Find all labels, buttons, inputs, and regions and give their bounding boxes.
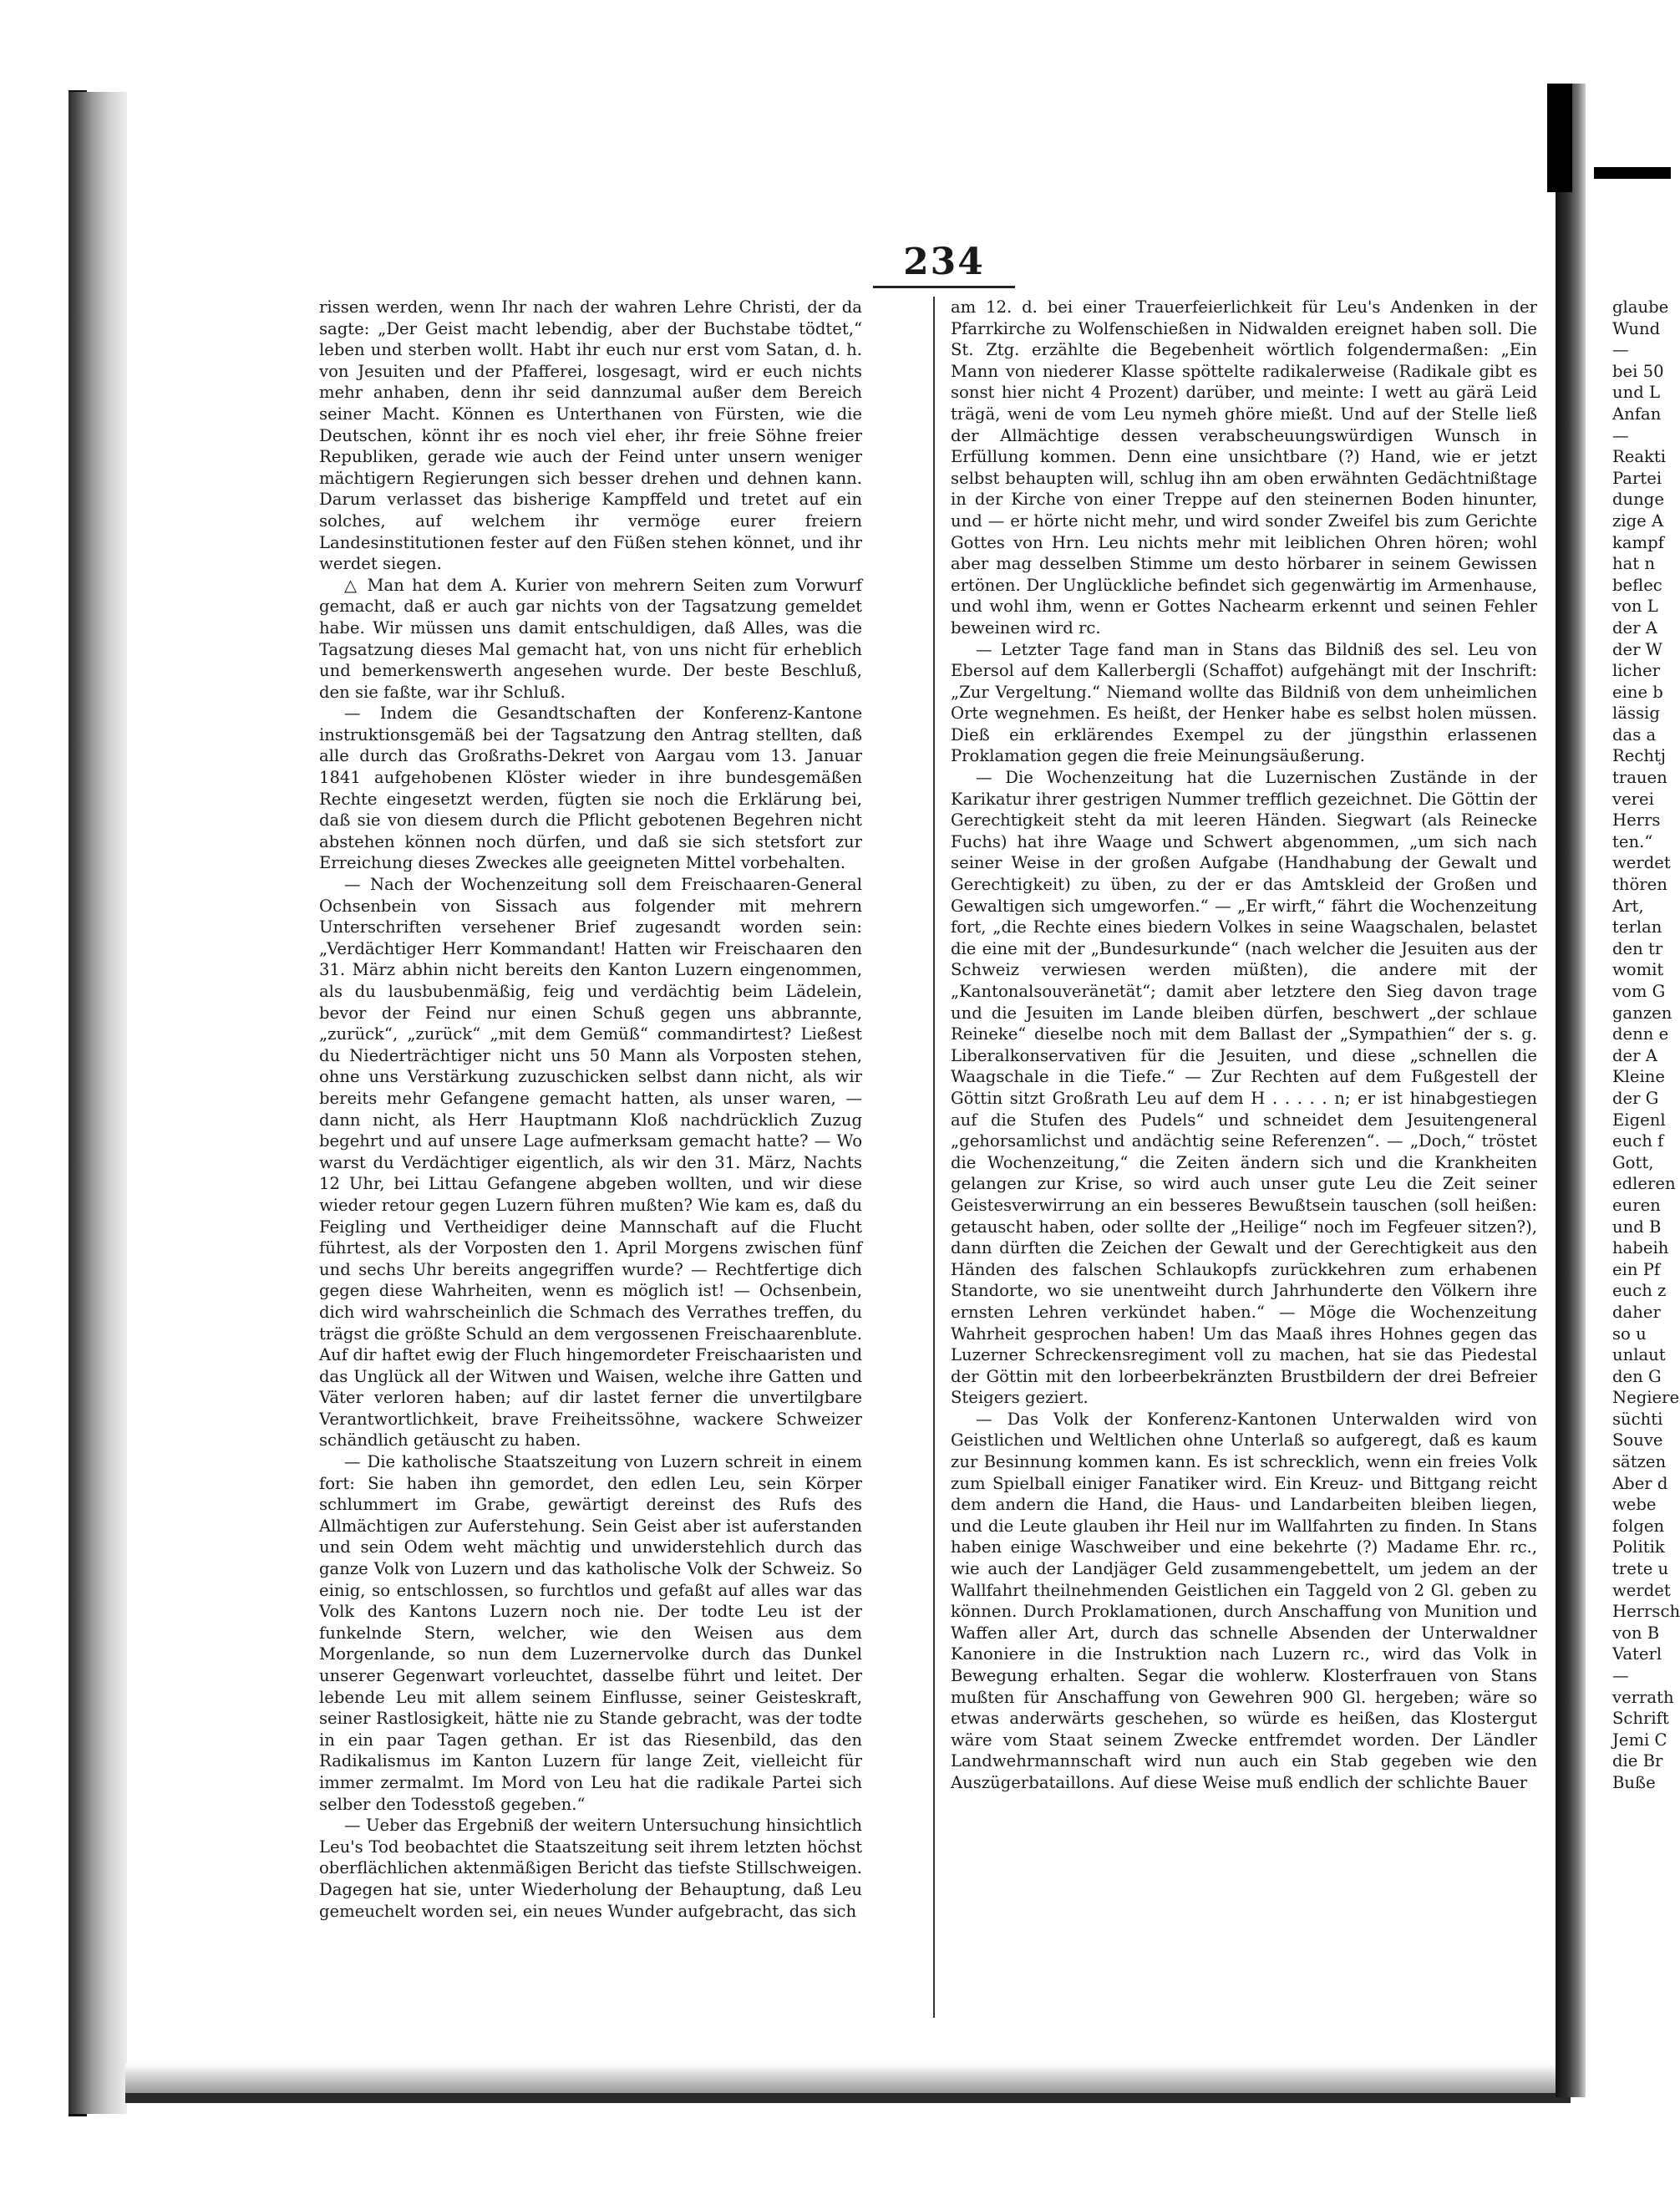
- page-number-rule: [873, 286, 1015, 288]
- next-page-line: Schrift: [1612, 1709, 1669, 1729]
- next-page-line: die Br: [1612, 1751, 1663, 1771]
- next-page-line: der G: [1612, 1088, 1659, 1108]
- next-page-line: Art,: [1612, 896, 1644, 916]
- paragraph: — Die Wochenzeitung hat die Luzernischen Zustände in der Karikatur ihrer gestrigen Nummer trefflich gezeichnet. Die Göttin der Gerechtigkeit steht da mit leeren Händen. Siegwart (als Reinecke Fuchs) hat ihre Waage und Schwert abgenommen, „um sich nach seiner Weise in der großen Aufgabe (Handhabung der Gewalt und Gerechtigkeit) zu üben, zu der er das Amtskleid der Großen und Gewaltigen sich umgeworfen.“ — „Er wirft,“ fährt die Wochenzeitung fort, „die Rechte eines biedern Volkes in seine Waagschalen, belastet die eine mit der „Bundesurkunde“ (nach welcher die Jesuiten aus der Schweiz verwiesen werden müßten), die andere mit der „Kantonalsouveränetät“; damit aber letztere den Sieg davon trage und die Jesuiten im Lande bleiben dürfen, beschwert „der schlaue Reineke“ dieselbe noch mit dem Ballast der „Sympathien“ der s. g. Liberalkonservativen für die Jesuiten, und diese „schnellen die Waagschale in die Tiefe.“ — Zur Rechten auf dem Fußgestell der Göttin sitzt Großrath Leu auf dem H . . . . . n; er ist hinabgestiegen auf die Stufen des Pudels“ und schneidet dem Jesuitengeneral „gehorsamlichst und andächtig seine Referenzen“. — „Doch,“ tröstet die Wochenzeitung,“ die Zeiten ändern sich und die Krankheiten gelangen zur Krise, so wird auch unser gute Leu die Zeit seiner Geistesverwirrung an ein besseres Bewußtsein tauschen (soll heißen: getauscht haben, oder sollte der „Heilige“ noch im Fegfeuer sitzen?), dann dürften die Zeichen der Gewalt und der Gerechtigkeit aus den Händen des falschen Schlaukopfs zurückkehren zum erhabenen Standorte, wo sie unentweiht durch Jahrhunderte den Völkern ihre ernsten Lehren verkündet haben.“ — Möge die Wochenzeitung Wahrheit gesprochen haben! Um das Maaß ihres Hohnes gegen das Luzerner Schreckensregiment voll zu machen, hat sie das Piedestal der Göttin mit den lorbeerbekränzten Brustbildern der drei Befreier Steigers geziert.: [951, 768, 1537, 1408]
- next-page-line: euch f: [1612, 1131, 1664, 1151]
- next-page-line: so u: [1612, 1323, 1647, 1344]
- next-page-line: zige A: [1612, 511, 1664, 531]
- next-page-line: Gott,: [1612, 1152, 1654, 1172]
- next-page-line: Vaterl: [1612, 1644, 1662, 1664]
- next-page-line: habeih: [1612, 1238, 1669, 1258]
- paragraph: am 12. d. bei einer Trauerfeierlichkeit für Leu's Andenken in der Pfarrkirche zu Wolfenschießen in Nidwalden ereignet haben soll. Die St. Ztg. erzählte die Begebenheit wörtlich folgendermaßen: „Ein Mann von niederer Klasse spöttelte radikalerweise (Radikale gibt es sonst hier nicht 4 Prozent) darüber, und meinte: I wett au gärä Leid trägä, weni de vom Leu nymeh ghöre mießt. Und auf der Stelle ließ der Allmächtige dessen verabscheuungswürdigen Wunsch in Erfüllung kommen. Denn eine unsichtbare (?) Hand, wie er jetzt selbst behaupten will, schlug ihn am oben erwähnten Gedächtnißtage in der Kirche von einer Treppe auf den steinernen Boden hinunter, und — er hörte nicht mehr, und wird sonder Zweifel bis zum Gerichte Gottes von Hrn. Leu nichts mehr mit leiblichen Ohren hören; wohl aber mag desselben Stimme um desto hörbarer in seinem Gewissen ertönen. Der Unglückliche befindet sich gegenwärtig im Armenhause, und wohl ihm, wenn er Gottes Nachearm erkennt und seinen Fehler beweinen wird rc.: [951, 297, 1537, 638]
- scan-binding-shadow: [69, 92, 127, 2114]
- next-page-line: licher: [1612, 661, 1661, 681]
- next-page-line: euch z: [1612, 1281, 1667, 1301]
- next-page-line: sätzen: [1612, 1452, 1667, 1472]
- next-page-line: der A: [1612, 1045, 1657, 1065]
- next-page-line: lässig: [1612, 704, 1660, 724]
- next-page-line: ein Pf: [1612, 1259, 1661, 1279]
- paragraph: — Letzter Tage fand man in Stans das Bildniß des sel. Leu von Ebersol auf dem Kallerbergli (Schaffot) aufgehängt mit der Inschrift: „Zur Vergeltung.“ Niemand wollte das Bildniß von dem unheimlichen Orte wegnehmen. Es heißt, der Henker habe es selbst holen müssen. Dieß ein erklärendes Exempel zu der jüngsthin erlassenen Proklamation gegen die freie Meinungsäußerung.: [951, 639, 1537, 766]
- left-column: [319, 297, 862, 1922]
- next-page-line: verei: [1612, 789, 1654, 809]
- next-page-line: vom G: [1612, 982, 1666, 1001]
- next-page-line: thören: [1612, 875, 1667, 895]
- next-page-line: das a: [1612, 724, 1657, 744]
- paragraph: — Nach der Wochenzeitung soll dem Freischaaren-General Ochsenbein von Sissach aus folgender mit mehrern Unterschriften versehener Brief zugesandt worden sein: „Verdächtiger Herr Kommandant! Hatten wir Freischaaren den 31. März abhin nicht bereits den Kanton Luzern eingenommen, als du lausbubenmäßig, feig und verdächtig beim Lädelein, bevor der Feind nur einen Schuß gegen uns abbrannte, „zurück“, „zurück“ „mit dem Gemüß“ commandirtest? Ließest du Niederträchtiger nicht uns 50 Mann als Vorposten stehen, ohne uns Verstärkung zuzuschicken selbst dann nicht, als wir bereits mehr Gefangene gemacht hatten, als unser waren, — dann nicht, als Herr Hauptmann Kloß nachdrücklich Zuzug begehrt und auf unsere Lage aufmerksam gemacht hatte? — Wo warst du Verdächtiger eigentlich, als wir den 31. März, Nachts 12 Uhr, bei Littau Gefangene abgeben wollten, und wir diese wieder retour gegen Luzern führen mußten? Wie kam es, daß du Feigling und Vertheidiger deine Mannschaft auf die Flucht führtest, als der Vorposten den 1. April Morgens zwischen fünf und sechs Uhr bereits angegriffen wurde? — Rechtfertige dich gegen diese Wahrheiten, wenn es möglich ist! — Ochsenbein, dich wird wahrscheinlich die Schmach des Verrathes treffen, du trägst die größte Schuld an dem vergossenen Freischaarenblute. Auf dir haftet ewig der Fluch hingemordeter Freischaaristen und das Unglück all der Witwen und Waisen, welche ihre Gatten und Väter verloren haben; auf dir lastet ferner die unvertilgbare Verantwortlichkeit, brave Freiheitssöhne, wackere Schweizer schändlich getäuscht zu haben.: [319, 875, 862, 1450]
- next-page-line: ten.“: [1612, 831, 1653, 851]
- paragraph: — Indem die Gesandtschaften der Konferenz-Kantone instruktionsgemäß bei der Tagsatzung den Antrag stellten, daß alle durch das Großraths-Dekret von Aargau vom 13. Januar 1841 aufgehobenen Klöster wieder in ihre bundesgemäßen Rechte eingesetzt werden, fügten sie noch die Erklärung bei, daß sie von diesem durch die Pflicht gebotenen Begehren nicht abstehen können noch dürfen, und daß sie sich stetsfort zur Erreichung dieses Zweckes alle geeigneten Mittel vorbehalten.: [319, 704, 862, 873]
- scan-gutter-bar: [1547, 84, 1572, 192]
- right-column: [951, 297, 1537, 1794]
- next-page-line: Negiere: [1612, 1388, 1680, 1408]
- next-page-line: Aber d: [1612, 1473, 1668, 1493]
- next-page-line: daher: [1612, 1302, 1661, 1322]
- next-page-line: Partei: [1612, 468, 1662, 488]
- scan-bottom-shadow: [125, 2064, 1562, 2097]
- next-page-line: von B: [1612, 1623, 1660, 1643]
- next-page-line: süchti: [1612, 1409, 1663, 1429]
- next-page-line: womit: [1612, 960, 1664, 980]
- paragraph: rissen werden, wenn Ihr nach der wahren Lehre Christi, der da sagte: „Der Geist macht lebendig, aber der Buchstabe tödtet,“ leben und sterben wollt. Habt ihr euch nur erst vom Satan, d. h. von Jesuiten und der Pfafferei, losgesagt, wird er euch nichts mehr anhaben, denn ihr seid dannzumal außer dem Bereich seiner Macht. Können es Unterthanen von Fürsten, wie die Deutschen, könnt ihr es noch viel eher, ihr freie Söhne freier Republiken, gerade wie auch der Feind unter unsern weniger mächtigern Regierungen sich besser drehen und dehnen kann. Darum verlasset das bisherige Kampffeld und tretet auf ein solches, auf welchem ihr vermöge eurer freiern Landesinstitutionen fester auf den Füßen stehen könnet, und ihr werdet siegen.: [319, 297, 862, 574]
- next-page-line: —: [1612, 1666, 1629, 1685]
- next-page-line: unlaut: [1612, 1345, 1666, 1365]
- column-divider: [933, 297, 935, 2018]
- scan-gutter-shadow: [1556, 84, 1586, 2097]
- next-page-line: Politik: [1612, 1537, 1665, 1557]
- next-page-line: hat n: [1612, 554, 1656, 574]
- next-page-line: —: [1612, 425, 1629, 445]
- next-page-line: denn e: [1612, 1024, 1669, 1044]
- next-page-line: von L: [1612, 597, 1658, 617]
- next-page-line: edleren: [1612, 1174, 1676, 1194]
- paragraph: — Die katholische Staatszeitung von Luzern schreit in einem fort: Sie haben ihn gemordet, den edlen Leu, sein Körper schlummert im Grabe, gewärtigt dereinst des Rufs des Allmächtigen zur Auferstehung. Sein Geist aber ist auferstanden und sein Odem weht mächtig und unwiderstehlich durch das ganze Volk von Luzern und das katholische Volk der Schweiz. So einig, so entschlossen, so furchtlos und gefaßt auf alles war das Volk des Kantons Luzern noch nie. Der todte Leu ist der funkelnde Stern, welcher, wie den Weisen aus dem Morgenlande, so nun dem Luzernervolke durch das Dunkel unserer Gegenwart vorleuchtet, dasselbe führt und leitet. Der lebende Leu mit allem seinem Einflusse, seiner Geisteskraft, seiner Rastlosigkeit, hätte nie zu Stande gebracht, was der todte in ein paar Tagen gethan. Er ist das Riesenbild, das den Radikalismus im Kanton Luzern für lange Zeit, vielleicht für immer zermalmt. Im Mord von Leu hat die radikale Partei sich selber den Todesstoß gegeben.“: [319, 1452, 862, 1814]
- next-page-line: den G: [1612, 1366, 1662, 1386]
- next-page-line: Anfan: [1612, 404, 1662, 424]
- page-number: 234: [903, 241, 985, 283]
- next-page-line: Reakti: [1612, 447, 1667, 467]
- next-page-line: ganzen: [1612, 1003, 1672, 1023]
- next-page-line: euren: [1612, 1195, 1661, 1215]
- next-page-line: terlan: [1612, 917, 1662, 937]
- scan-top-mark: [1594, 167, 1671, 179]
- next-page-line: werdet: [1612, 1580, 1671, 1600]
- next-page-line: Jemi C: [1612, 1730, 1667, 1750]
- next-page-line: der W: [1612, 639, 1662, 659]
- next-page-line: beflec: [1612, 575, 1662, 595]
- next-page-line: verrath: [1612, 1687, 1674, 1707]
- next-page-line: webe: [1612, 1495, 1657, 1515]
- next-page-line: glaube: [1612, 297, 1669, 317]
- next-page-line: Rechtj: [1612, 746, 1666, 766]
- next-page-line: werdet: [1612, 853, 1671, 873]
- next-page-line: Wund: [1612, 318, 1661, 338]
- next-page-line: und B: [1612, 1217, 1662, 1237]
- next-page-line: kampf: [1612, 532, 1664, 552]
- paragraph: △ Man hat dem A. Kurier von mehrern Seiten zum Vorwurf gemacht, daß er auch gar nichts von der Tagsatzung gemeldet habe. Wir müssen uns damit entschuldigen, daß Alles, was die Tagsatzung dieses Mal gemacht hat, von uns nicht für erheblich und bemerkenswerth angesehen wurde. Der beste Beschluß, den sie faßte, war ihr Schluß.: [319, 575, 862, 702]
- next-page-line: dunge: [1612, 490, 1664, 510]
- next-page-line: folgen: [1612, 1516, 1665, 1536]
- next-page-line: Eigenl: [1612, 1110, 1666, 1130]
- next-page-line: trauen: [1612, 768, 1667, 788]
- next-page-line: und L: [1612, 383, 1661, 403]
- next-page-line: eine b: [1612, 682, 1663, 702]
- next-page-line: Buße: [1612, 1772, 1656, 1792]
- next-page-line: den tr: [1612, 938, 1663, 958]
- next-page-line: —: [1612, 340, 1629, 360]
- paragraph: — Das Volk der Konferenz-Kantonen Unterwalden wird von Geistlichen und Weltlichen ohne Unterlaß so aufgeregt, daß es kaum zur Besinnung kommen kann. Es ist schrecklich, wenn ein freies Volk zum Spielball einiger Fanatiker wird. Ein Kreuz- und Bittgang reicht dem andern die Hand, die Haus- und Landarbeiten bleiben liegen, und die Leute glauben ihr Heil nur im Wallfahrten zu finden. In Stans haben einige Waschweiber und eine bekehrte (?) Madame Ehr. rc., wie auch der Landjäger Geld zusammengebettelt, um jedem an der Wallfahrt theilnehmenden Geistlichen ein Taggeld von 2 Gl. geben zu können. Durch Proklamationen, durch Anschaffung von Munition und Waffen aller Art, durch das schnelle Absenden der Unterwaldner Kanoniere in die Instruktion nach Luzern rc., wird das Volk in Bewegung erhalten. Segar die wohlerw. Klosterfrauen von Stans mußten für Anschaffung von Gewehren 900 Gl. hergeben; wäre so etwas anderwärts geschehen, so würde es heißen, das Klostergut wäre vom Staat seinem Zwecke entfremdet worden. Der Ländler Landwehrmannschaft wird nun auch ein Stab gegeben wie den Auszügerbataillons. Auf diese Weise muß endlich der schlichte Bauer: [951, 1409, 1537, 1792]
- next-page-line: Souve: [1612, 1430, 1663, 1450]
- next-page-line: Herrsch: [1612, 1602, 1680, 1622]
- next-page-fragment: [1612, 297, 1680, 1794]
- paragraph: — Ueber das Ergebniß der weitern Untersuchung hinsichtlich Leu's Tod beobachtet die Staatszeitung seit ihrem letzten höchst oberflächlichen aktenmäßigen Bericht das tiefste Stillschweigen. Dagegen hat sie, unter Wiederholung der Behauptung, daß Leu gemeuchelt worden sei, ein neues Wunder aufgebracht, das sich: [319, 1816, 862, 1921]
- next-page-line: trete u: [1612, 1559, 1669, 1579]
- next-page-line: Herrs: [1612, 810, 1661, 831]
- scan-bottom-edge: [125, 2093, 1571, 2103]
- next-page-line: der A: [1612, 617, 1657, 638]
- next-page-line: Kleine: [1612, 1067, 1665, 1087]
- next-page-line: bei 50: [1612, 361, 1664, 381]
